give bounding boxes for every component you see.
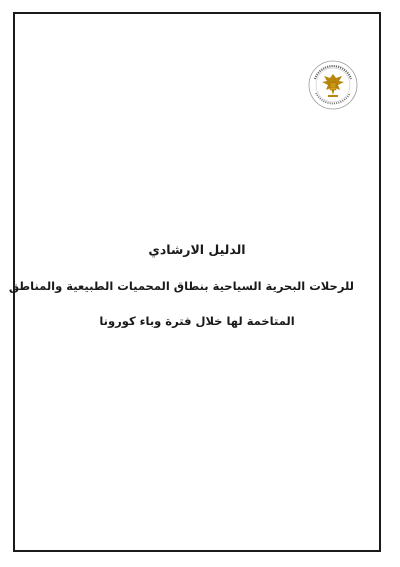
document-title	[8, 242, 354, 329]
egypt-ministry-of-environment-seal-icon	[307, 59, 359, 111]
title-line-3: المتاخمة لها خلال فترة وباء كورونا	[99, 314, 295, 328]
title-line-1: الدليل الارشادي	[148, 242, 246, 257]
title-line-2: للرحلات البحرية السياحية بنطاق المحميات الطبيعية والمناطق	[8, 279, 354, 293]
